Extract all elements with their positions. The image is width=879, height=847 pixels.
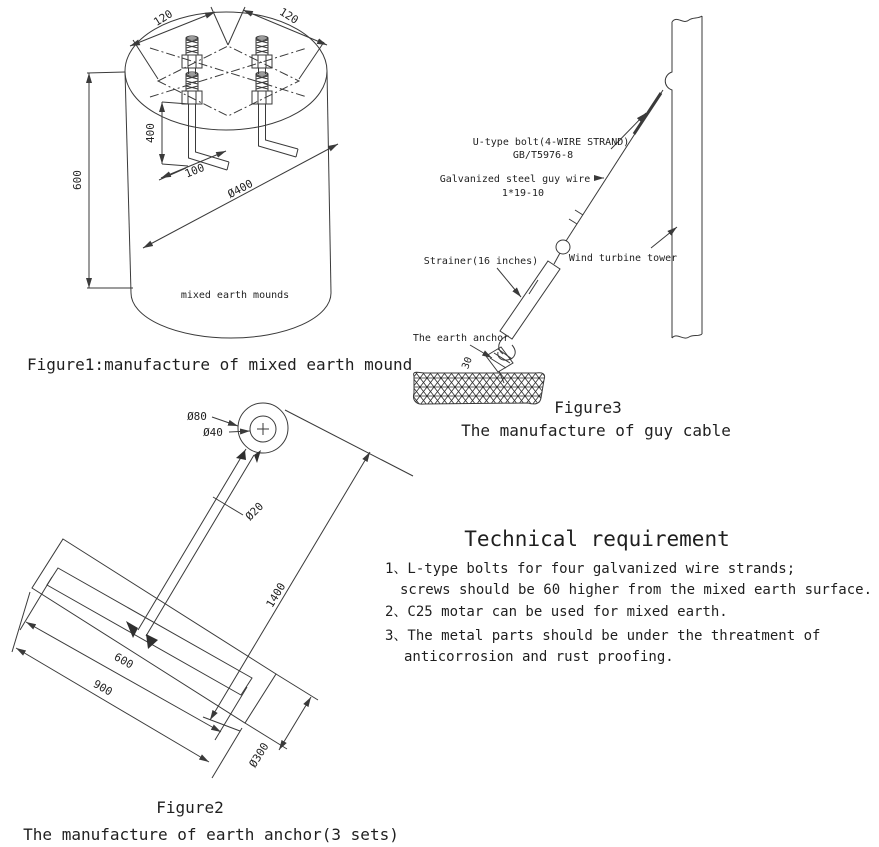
mound-body-label: mixed earth mounds <box>180 290 290 301</box>
ext-line-900a <box>12 592 30 652</box>
label-ubolt-1: U-type bolt(4-WIRE STRAND) <box>472 137 630 148</box>
label-wire-1: Galvanized steel guy wire <box>439 174 591 185</box>
leader-rod-dia <box>228 506 243 515</box>
technical-item1-line1: 1、L-type bolts for four galvanized wire strands; <box>385 561 796 577</box>
ground-hatch <box>413 372 544 404</box>
dimension-400-bolt <box>162 102 189 166</box>
technical-item2: 2、C25 motar can be used for mixed earth. <box>385 604 728 620</box>
strainer-turnbuckle <box>500 261 560 339</box>
leader-lines <box>470 113 677 358</box>
wire-connector-ring <box>556 240 570 254</box>
bolt-l-hooks <box>189 120 299 170</box>
anchor-plate <box>32 539 276 723</box>
dim-label-100: 100 <box>183 161 207 181</box>
technical-requirement-block <box>385 527 872 665</box>
ring-extension-line <box>285 410 413 476</box>
dim-label-rod: Ø20 <box>242 499 267 524</box>
anchor-ring <box>238 403 288 453</box>
figure1-caption: Figure1:manufacture of mixed earth mound <box>27 355 413 374</box>
dim-label-120-right: 120 <box>276 5 301 27</box>
figure2-dimension-lines <box>12 417 370 778</box>
dim-line-300 <box>279 697 311 750</box>
connector-link <box>554 253 560 264</box>
dim-label-plate-width: Ø300 <box>246 740 272 770</box>
technical-item3-line2: anticorrosion and rust proofing. <box>404 649 674 665</box>
ext-line-600b <box>215 687 247 740</box>
leader-ring-inner <box>229 431 250 432</box>
label-ubolt-2: GB/T5976-8 <box>512 150 574 161</box>
figure3-drawing <box>413 16 731 440</box>
technical-item3-line1: 3、The metal parts should be under the threatment of <box>385 628 821 644</box>
ext-line-900b <box>212 728 242 778</box>
dim-label-plate-900: 900 <box>90 677 115 699</box>
label-tower: Wind turbine tower <box>568 253 678 264</box>
dimension-120-left <box>130 7 228 79</box>
technical-title: Technical requirement <box>464 527 730 551</box>
label-wire-2: 1*19-10 <box>501 188 545 199</box>
figure3-title: Figure3 <box>554 398 622 417</box>
ext-line-600a <box>20 577 52 630</box>
dim-label-30: 30 <box>460 355 475 371</box>
top-face-centerlines <box>150 46 307 116</box>
dim-line-1400 <box>210 452 370 720</box>
bolt-shafts <box>189 68 266 132</box>
figure3-caption: The manufacture of guy cable <box>461 421 731 440</box>
dim-label-600: 600 <box>71 170 84 190</box>
wind-turbine-tower <box>665 16 702 338</box>
label-earth-anchor: The earth anchor <box>412 333 510 344</box>
figure2-title: Figure2 <box>156 798 224 817</box>
dim-label-ring-inner: Ø40 <box>203 426 223 439</box>
leader-tower <box>651 227 677 248</box>
dim-label-1400: 1400 <box>263 580 289 610</box>
leader-strainer <box>497 268 521 297</box>
ext-line-300a <box>276 674 318 700</box>
weld-mark <box>236 450 246 460</box>
anchor-rod <box>138 449 254 636</box>
dim-label-ring-outer: Ø80 <box>187 410 207 423</box>
dim-line-900 <box>16 648 209 762</box>
figure2-caption: The manufacture of earth anchor(3 sets) <box>23 825 399 844</box>
technical-item1-line2: screws should be 60 higher from the mixed earth surface. <box>400 582 873 598</box>
dim-line-600 <box>26 622 221 732</box>
dim-label-diameter: Ø400 <box>225 176 256 201</box>
guy-wire <box>566 90 663 241</box>
plate-slot <box>47 568 252 695</box>
figure1-drawing <box>27 5 412 374</box>
dim-label-400: 400 <box>144 123 157 143</box>
mound-top-face <box>125 12 327 130</box>
dim-label-slot-600: 600 <box>111 650 136 672</box>
leader-ring-outer <box>212 417 238 426</box>
dim-label-120-left: 120 <box>151 7 176 29</box>
figure2-drawing <box>12 403 413 844</box>
label-strainer: Strainer(16 inches) <box>423 256 539 267</box>
leader-anchor <box>470 345 492 358</box>
